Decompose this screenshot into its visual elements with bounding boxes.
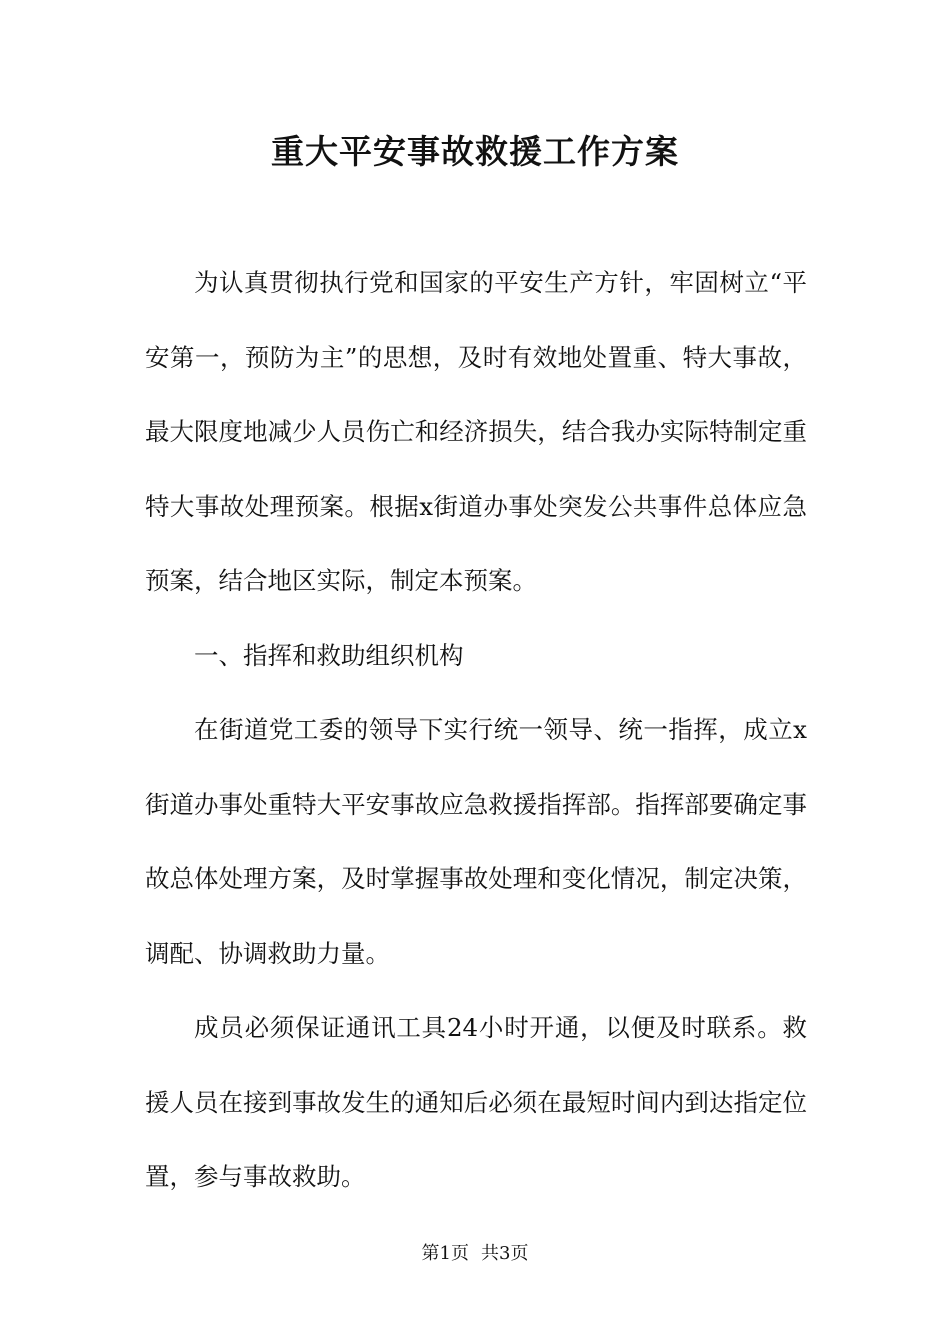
document-title: 重大平安事故救援工作方案 bbox=[271, 132, 679, 171]
document-body bbox=[145, 246, 807, 1215]
page-number-current: 第1页 bbox=[421, 1243, 469, 1264]
page-number-total: 共3页 bbox=[481, 1243, 529, 1264]
paragraph-command-structure: 在街道党工委的领导下实行统一领导、统一指挥，成立x街道办事处重特大平安事故应急救援指挥部。指挥部要确定事故总体处理方案，及时掌握事故处理和变化情况，制定决策，调配、协调救助力量。 bbox=[145, 715, 807, 968]
section-heading-command-organization: 一、指挥和救助组织机构 bbox=[194, 640, 464, 670]
paragraph-communication-requirements: 成员必须保证通讯工具24小时开通，以便及时联系。救援人员在接到事故发生的通知后必须在最短时间内到达指定位置，参与事故救助。 bbox=[145, 1013, 807, 1191]
paragraph-intro: 为认真贯彻执行党和国家的平安生产方针，牢固树立“平安第一，预防为主”的思想，及时有效地处置重、特大事故，最大限度地减少人员伤亡和经济损失，结合我办实际特制定重特大事故处理预案。根据x街道办事处突发公共事件总体应急预案，结合地区实际，制定本预案。 bbox=[145, 268, 807, 595]
page-footer bbox=[0, 1240, 950, 1268]
